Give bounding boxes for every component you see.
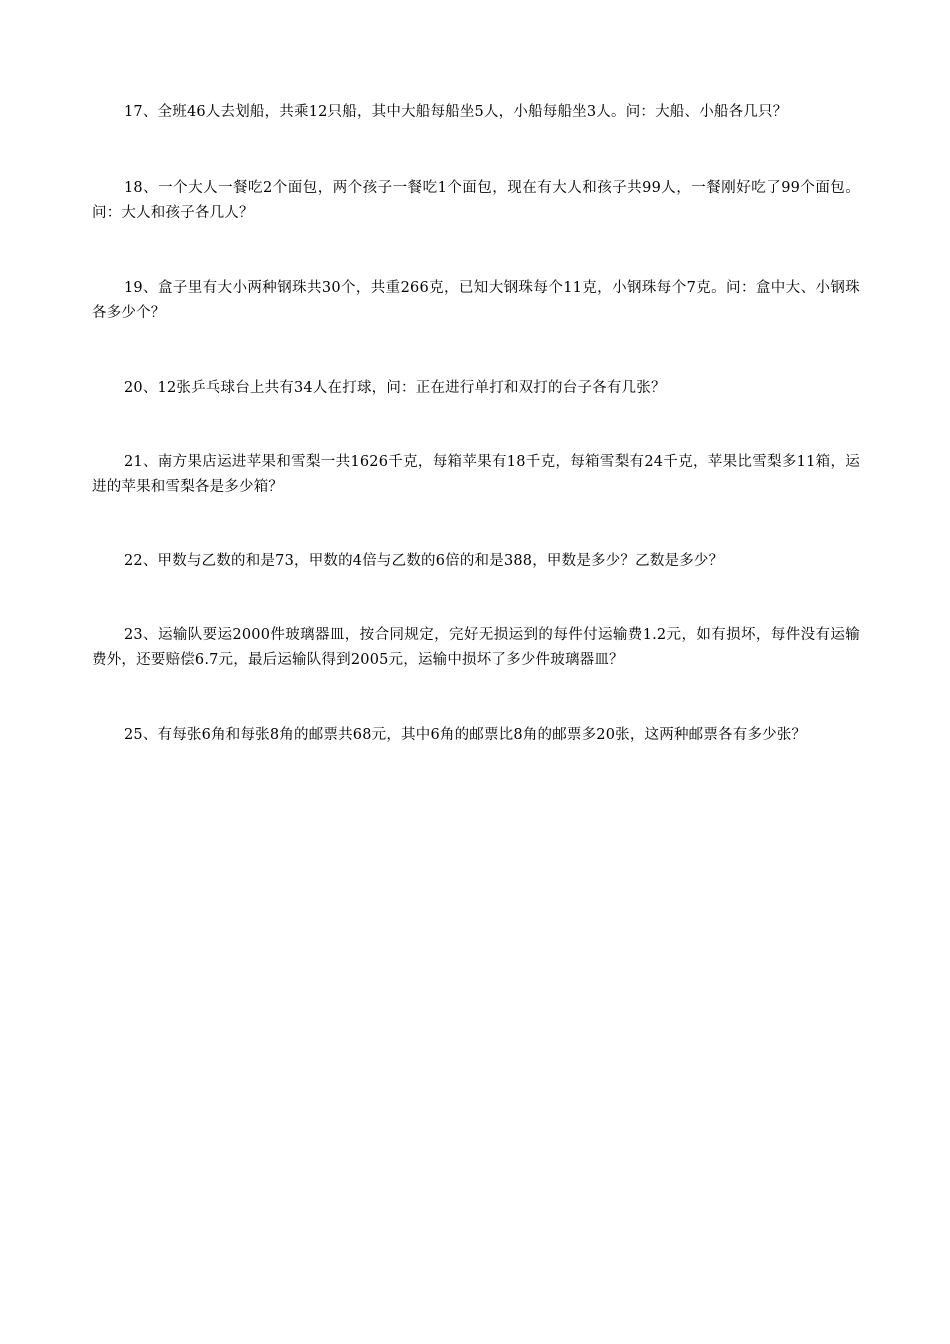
problem-22: 22、甲数与乙数的和是73，甲数的4倍与乙数的6倍的和是388，甲数是多少？乙数是多少？ xyxy=(124,553,724,569)
problem-25: 25、有每张6角和每张8角的邮票共68元，其中6角的邮票比8角的邮票多20张，这两种邮票各有多少张？ xyxy=(124,727,807,743)
problem-19: 19、盒子里有大小两种钢珠共30个，共重266克，已知大钢珠每个11克，小钢珠每个7克。问：盒中大、小钢珠各多少个？ xyxy=(92,280,860,321)
problem-21: 21、南方果店运进苹果和雪梨一共1626千克，每箱苹果有18千克，每箱雪梨有24千克，苹果比雪梨多11箱，运进的苹果和雪梨各是多少箱？ xyxy=(92,454,860,495)
problem-17: 17、全班46人去划船，共乘12只船，其中大船每船坐5人，小船每船坐3人。问：大船、小船各几只？ xyxy=(124,104,788,120)
problem-20: 20、12张乒乓球台上共有34人在打球，问：正在进行单打和双打的台子各有几张？ xyxy=(124,380,666,396)
problem-23: 23、运输队要运2000件玻璃器皿，按合同规定，完好无损运到的每件付运输费1.2元，如有损坏，每件没有运输费外，还要赔偿6.7元，最后运输队得到2005元，运输中损坏了多少件玻璃器皿？ xyxy=(92,627,860,668)
problem-18: 18、一个大人一餐吃2个面包，两个孩子一餐吃1个面包，现在有大人和孩子共99人，一餐刚好吃了99个面包。问：大人和孩子各几人？ xyxy=(92,180,860,221)
